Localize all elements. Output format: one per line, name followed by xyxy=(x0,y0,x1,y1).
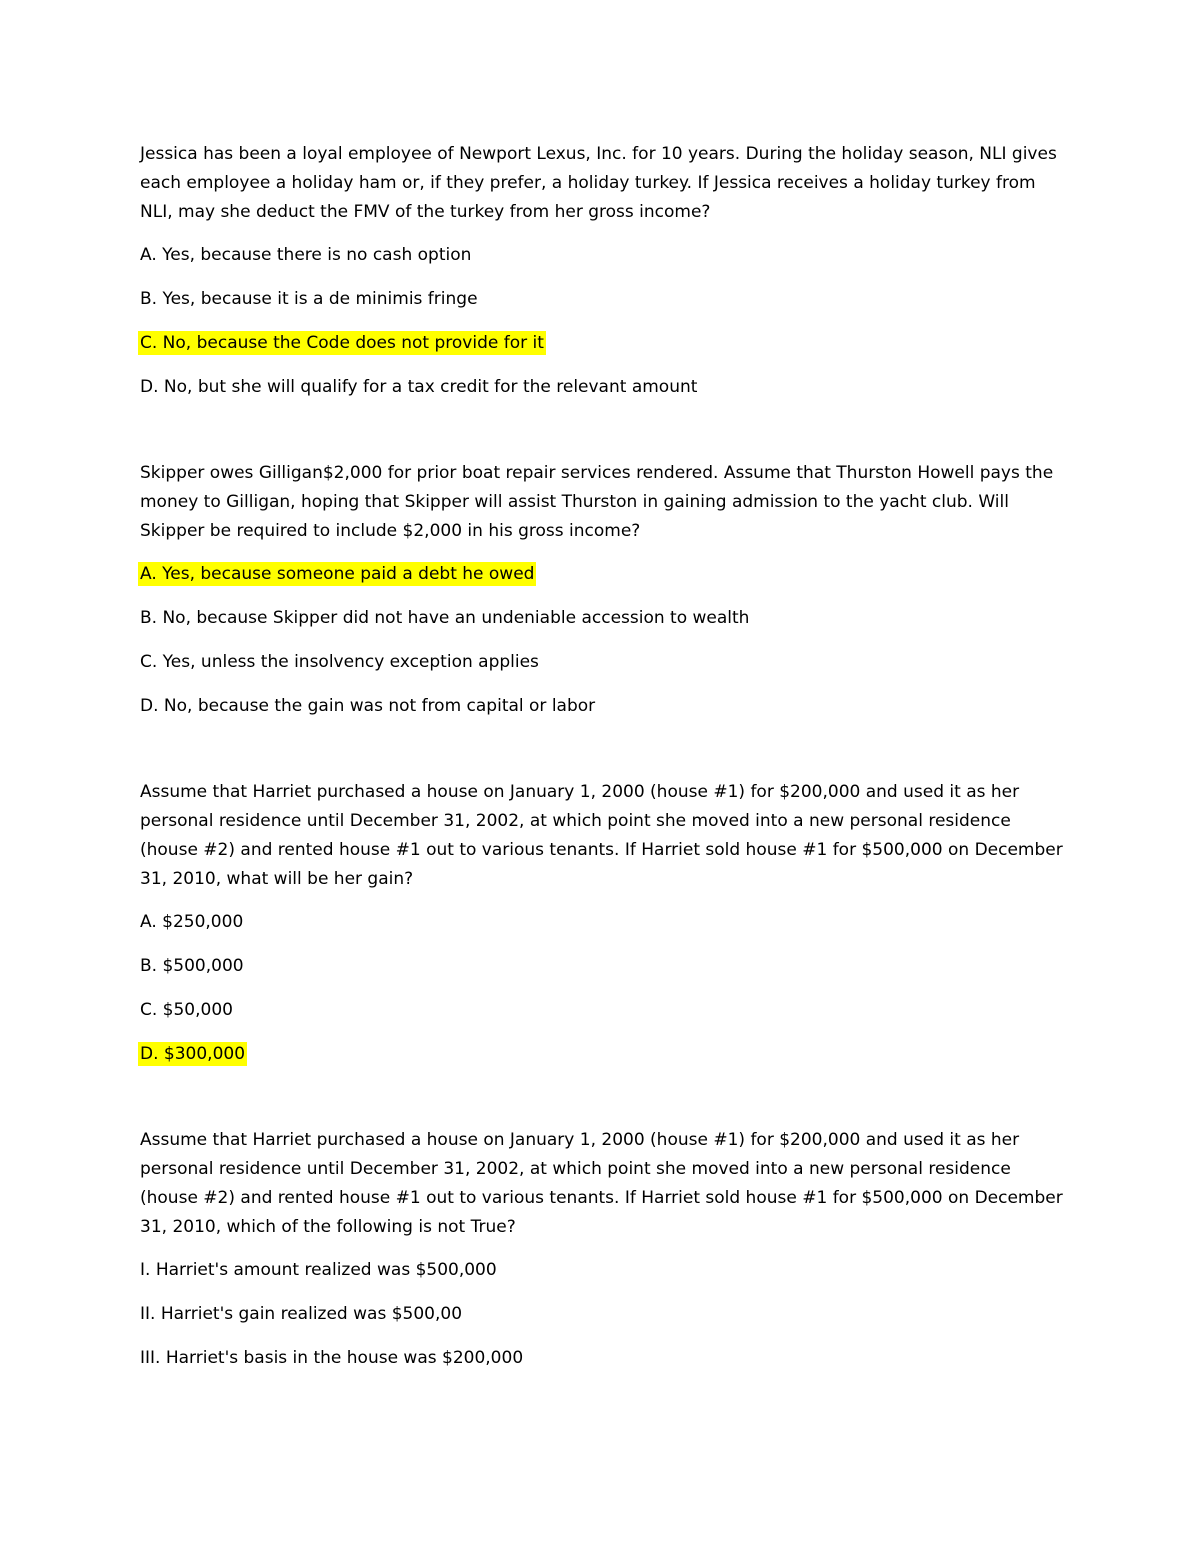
answer-option: D. No, because the gain was not from capital or labor xyxy=(140,696,596,716)
answer-option: A. $250,000 xyxy=(140,912,244,932)
answer-option-highlighted: A. Yes, because someone paid a debt he owed xyxy=(140,564,535,584)
answer-option: I. Harriet's amount realized was $500,000 xyxy=(140,1260,497,1280)
answer-option: II. Harriet's gain realized was $500,00 xyxy=(140,1304,463,1324)
answer-option-highlighted: C. No, because the Code does not provide for it xyxy=(140,333,544,353)
answer-option: B. $500,000 xyxy=(140,956,244,976)
answer-option: A. Yes, because there is no cash option xyxy=(140,245,472,265)
question-text: Jessica has been a loyal employee of Newport Lexus, Inc. for 10 years. During the holiday season, NLI gives each employee a holiday ham or, if they prefer, a holiday turkey. If Jessica receives a holiday turkey from NLI, may she deduct the FMV of the turkey from her gross income? xyxy=(140,144,1057,222)
answer-option: III. Harriet's basis in the house was $200,000 xyxy=(140,1348,524,1368)
answer-option: B. No, because Skipper did not have an undeniable accession to wealth xyxy=(140,608,750,628)
answer-option: D. No, but she will qualify for a tax credit for the relevant amount xyxy=(140,377,698,397)
question-3 xyxy=(140,778,1070,1069)
question-4 xyxy=(140,1126,1070,1373)
answer-option: B. Yes, because it is a de minimis fringe xyxy=(140,289,478,309)
question-text: Assume that Harriet purchased a house on January 1, 2000 (house #1) for $200,000 and used it as her personal residence until December 31, 2002, at which point she moved into a new personal residence (house #2) and rented house #1 out to various tenants. If Harriet sold house #1 for $500,000 on December 31, 2010, what will be her gain? xyxy=(140,782,1063,889)
answer-option: C. Yes, unless the insolvency exception applies xyxy=(140,652,539,672)
question-text: Assume that Harriet purchased a house on January 1, 2000 (house #1) for $200,000 and used it as her personal residence until December 31, 2002, at which point she moved into a new personal residence (house #2) and rented house #1 out to various tenants. If Harriet sold house #1 for $500,000 on December 31, 2010, which of the following is not True? xyxy=(140,1130,1063,1237)
document-page xyxy=(140,140,1070,1388)
question-2 xyxy=(140,459,1070,721)
answer-option-highlighted: D. $300,000 xyxy=(140,1044,246,1064)
question-1 xyxy=(140,140,1070,402)
answer-option: C. $50,000 xyxy=(140,1000,233,1020)
question-text: Skipper owes Gilligan$2,000 for prior boat repair services rendered. Assume that Thurston Howell pays the money to Gilligan, hoping that Skipper will assist Thurston in gaining admission to the yacht club. Will Skipper be required to include $2,000 in his gross income? xyxy=(140,463,1054,541)
